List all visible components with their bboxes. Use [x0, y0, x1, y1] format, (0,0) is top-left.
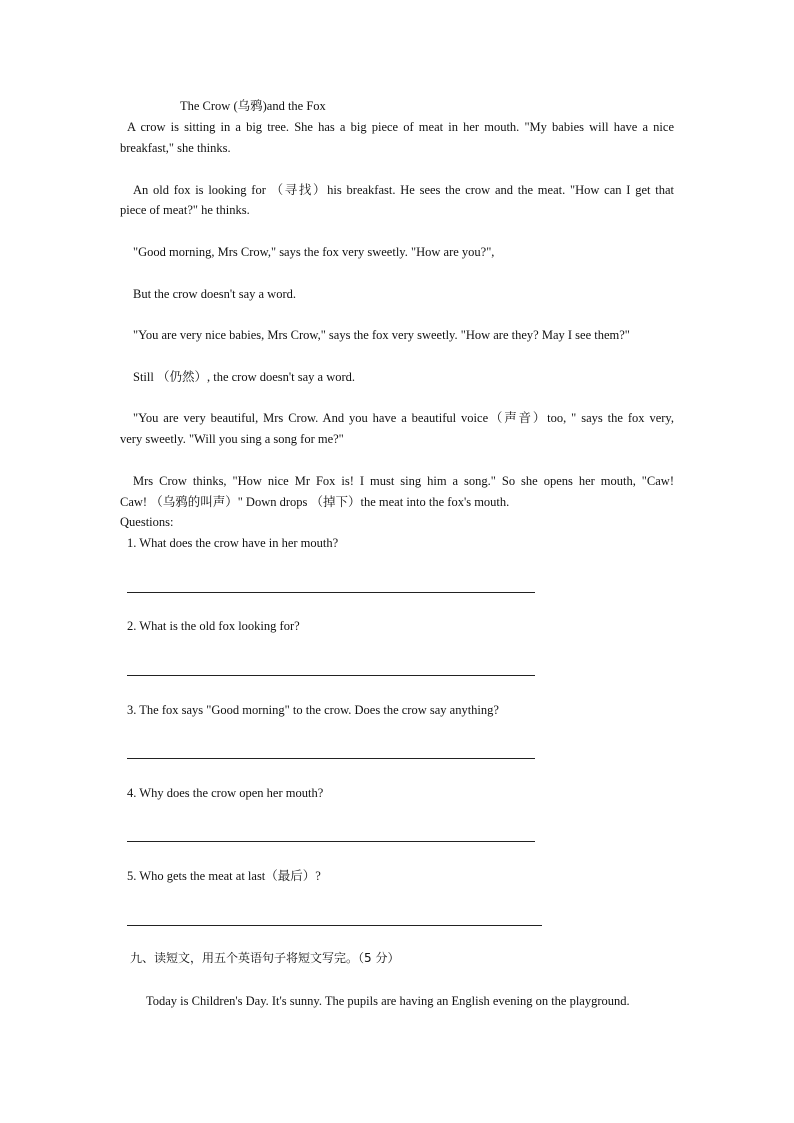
story-p7-line1: "You are very beautiful, Mrs Crow. And you have a beautiful voice（声音）too, " says the fox very, — [133, 411, 674, 425]
answer-line-2[interactable] — [127, 675, 535, 676]
story-p7-line2: very sweetly. "Will you sing a song for me?" — [120, 432, 344, 446]
questions-label: Questions: — [120, 515, 174, 529]
question-3: 3. The fox says "Good morning" to the crow. Does the crow say anything? — [127, 703, 499, 717]
story-p8-line2: Caw! （乌鸦的叫声）" Down drops （掉下）the meat into the fox's mouth. — [120, 495, 510, 509]
answer-line-4[interactable] — [127, 841, 535, 842]
question-2: 2. What is the old fox looking for? — [127, 619, 300, 633]
story-p1-line2: breakfast," she thinks. — [120, 141, 231, 155]
answer-line-5[interactable] — [127, 925, 542, 926]
story-p1-line1: A crow is sitting in a big tree. She has a big piece of meat in her mouth. "My babies will have a nice — [127, 120, 674, 134]
question-5: 5. Who gets the meat at last（最后）? — [127, 869, 321, 883]
story-p6: Still （仍然）, the crow doesn't say a word. — [133, 370, 356, 384]
story-p4: But the crow doesn't say a word. — [133, 287, 296, 301]
question-1: 1. What does the crow have in her mouth? — [127, 536, 339, 550]
story-p2-line2: piece of meat?" he thinks. — [120, 203, 250, 217]
story-p2-line1: An old fox is looking for （寻找）his breakfast. He sees the crow and the meat. "How can I get that — [133, 183, 674, 197]
story-title: The Crow (乌鸦)and the Fox — [180, 99, 326, 113]
question-4: 4. Why does the crow open her mouth? — [127, 786, 324, 800]
section-9-heading: 九、读短文，用五个英语句子将短文写完。（5 分） — [130, 951, 400, 965]
section-9-text: Today is Children's Day. It's sunny. The pupils are having an English evening on the playground. — [146, 994, 630, 1008]
story-p8-line1: Mrs Crow thinks, "How nice Mr Fox is! I must sing him a song." So she opens her mouth, "Caw! — [133, 474, 674, 488]
answer-line-3[interactable] — [127, 758, 535, 759]
answer-line-1[interactable] — [127, 592, 535, 593]
story-p5: "You are very nice babies, Mrs Crow," says the fox very sweetly. "How are they? May I see them?" — [133, 328, 630, 342]
story-p3: "Good morning, Mrs Crow," says the fox very sweetly. "How are you?", — [133, 245, 495, 259]
